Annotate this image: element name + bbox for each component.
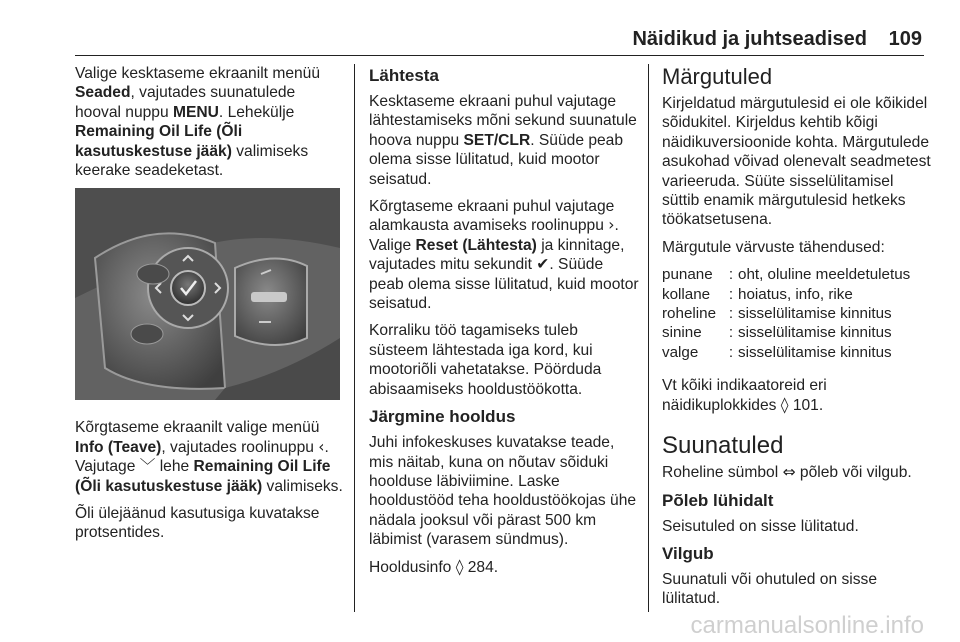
table-row: valge : sisselülitamise kinnitus — [662, 343, 892, 361]
section-heading: Vilgub — [662, 543, 714, 563]
column-middle — [369, 64, 639, 585]
column-left — [75, 64, 343, 551]
page-reference-icon: ◊ — [780, 395, 789, 414]
paragraph: Korraliku töö tagamiseks tuleb süsteem lähtestada iga kord, kui mootoriõli vahetatakse. Pöörduda abisaamiseks hooldustöökotta. — [369, 322, 602, 398]
column-divider — [648, 64, 649, 612]
table-row: punane : oht, oluline meeldetuletus — [662, 266, 911, 284]
section-heading: Põleb lühidalt — [662, 490, 774, 510]
paragraph: Juhi infokeskuses kuvatakse teade, mis näitab, kuna on nõutav sõiduki hoolduse läbiviimine. Laske hooldustööd teha hooldustöökojas ühe nädala jooksul või pärast 500 km läbimist (varasem sündmus). — [369, 434, 637, 549]
chevron-left-icon: ‹ — [318, 437, 325, 456]
paragraph: Õli ülejäänud kasutusiga kuvatakse protsentides. — [75, 505, 320, 542]
paragraph: Roheline sümbol ⇔ põleb või vilgub. — [662, 463, 912, 482]
page-reference-icon: ◊ — [455, 557, 464, 576]
column-right — [662, 64, 932, 617]
paragraph: Märgutule värvuste tähendused: — [662, 238, 885, 256]
chevron-down-icon: ﹀ — [139, 457, 156, 476]
cross-reference: Vt kõiki indikaatoreid eri näidikuplokkides ◊ 101. — [662, 377, 827, 414]
section-heading: Järgmine hooldus — [369, 407, 516, 427]
turn-signal-icon: ⇔ — [782, 463, 796, 482]
section-heading: Märgutuled — [662, 64, 773, 89]
watermark: carmanualsonline.info — [690, 612, 924, 639]
paragraph: Valige kesktaseme ekraanilt menüü Seaded, vajutades suunatulede hooval nuppu MENU. Lehekülje Remaining Oil Life (Õli kasutuskestuse jääk) valimiseks keerake seadeketast. — [75, 65, 321, 180]
section-heading: Suunatuled — [662, 432, 784, 460]
paragraph: Kirjeldatud märgutulesid ei ole kõikidel sõidukitel. Kirjeldus kehtib kõigi näidikuversioonide kohta. Märgutulede asukohad võivad olenevalt seadmetest varieeruda. Süüte sisselülitamisel süttib enamik märgutulesid hetkeks töökatsetusena. — [662, 95, 931, 229]
page-header — [0, 0, 960, 58]
table-row: kollane : hoiatus, info, rike — [662, 285, 853, 303]
paragraph: Kõrgtaseme ekraani puhul vajutage alamkausta avamiseks roolinuppu ›. Valige Reset (Lähtesta) ja kinnitage, vajutades mitu sekundit ✔. Süüde peab olema sisse lülitatud, kuid mootor seisatud. — [369, 198, 639, 313]
page-title: Näidikud ja juhtseadised — [632, 28, 867, 50]
page-number: 109 — [888, 28, 922, 50]
color-legend-table — [662, 265, 932, 362]
paragraph: Kõrgtaseme ekraanilt valige menüü Info (Teave), vajutades roolinuppu ‹. Vajutage ﹀ lehe Remaining Oil Life (Õli kasutuskestuse jääk) valimiseks. — [75, 419, 343, 495]
section-heading: Lähtesta — [369, 66, 439, 85]
paragraph: Kesktaseme ekraani puhul vajutage lähtestamiseks mõni sekund suunatule hoova nuppu SET/CLR. Süüde peab olema sisse lülitatud, kuid mootor seisatud. — [369, 93, 637, 188]
cross-reference: Hooldusinfo ◊ 284. — [369, 557, 499, 576]
paragraph: Suunatuli või ohutuled on sisse lülitatud. — [662, 570, 877, 608]
table-row: sinine : sisselülitamise kinnitus — [662, 324, 892, 342]
checkmark-icon: ✔ — [536, 255, 550, 274]
column-divider — [354, 64, 355, 612]
paragraph: Seisutuled on sisse lülitatud. — [662, 517, 859, 535]
steering-wheel-controls-image — [75, 188, 340, 400]
header-divider — [75, 55, 924, 56]
table-row: roheline : sisselülitamise kinnitus — [662, 305, 892, 323]
chevron-right-icon: › — [608, 216, 615, 235]
